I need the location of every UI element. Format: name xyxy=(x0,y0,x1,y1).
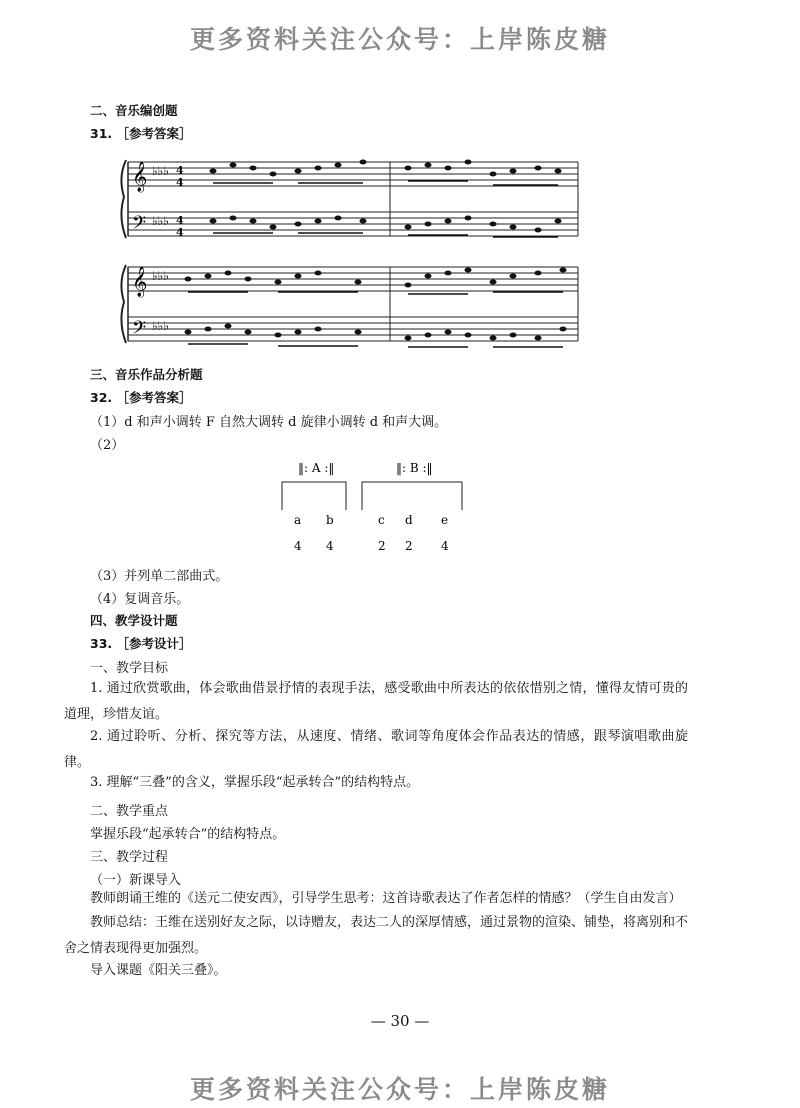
phrase-label: e xyxy=(441,513,449,527)
subheading-teaching-goals: 一、教学目标 xyxy=(90,661,169,676)
phrase-label: b xyxy=(326,513,334,527)
treble-clef-icon: 𝄞 xyxy=(132,267,148,297)
music-score-system-1 xyxy=(118,157,598,247)
bar-count: 4 xyxy=(441,539,449,553)
teaching-goal-1: 1. 通过欣赏歌曲，体会歌曲借景抒情的表现手法，感受歌曲中所表达的依依惜别之情，懂得友情可贵的道理，珍惜友谊。 xyxy=(64,681,688,722)
flat-icon: ♭♭♭ xyxy=(152,269,169,283)
bass-clef-icon: 𝄢 xyxy=(132,318,147,343)
form-part-b: ‖: B :‖ xyxy=(396,461,433,475)
teaching-goal-2: 2. 通过聆听、分析、探究等方法，从速度、情绪、歌词等角度体会作品表达的情感，跟琴演唱歌曲旋律。 xyxy=(64,729,688,770)
subheading-new-lesson-intro: （一）新课导入 xyxy=(90,873,182,888)
bar-count: 4 xyxy=(294,539,302,553)
teaching-goal-3: 3. 理解“三叠”的含义，掌握乐段“起承转合”的结构特点。 xyxy=(90,775,420,790)
time-signature: 4 xyxy=(176,164,184,177)
flat-icon: ♭♭♭ xyxy=(152,319,169,333)
answer-32-4: （4）复调音乐。 xyxy=(90,592,190,607)
flat-icon: ♭♭♭ xyxy=(152,164,169,178)
flat-icon: ♭♭♭ xyxy=(152,214,169,228)
section-heading-teaching-design: 四、教学设计题 xyxy=(90,613,178,628)
bar-count: 2 xyxy=(378,539,386,553)
subheading-teaching-focus: 二、教学重点 xyxy=(90,804,169,819)
musical-form-diagram xyxy=(260,458,480,558)
time-signature: 4 xyxy=(176,226,184,239)
process-paragraph-2: 教师总结：王维在送别好友之际，以诗赠友，表达二人的深厚情感，通过景物的渲染、铺垫，将离别和不舍之情表现得更加强烈。 xyxy=(64,915,689,956)
time-signature: 4 xyxy=(176,214,184,227)
phrase-label: a xyxy=(294,513,302,527)
music-score-system-2 xyxy=(118,262,598,352)
section-heading-analysis: 三、音乐作品分析题 xyxy=(90,367,203,382)
page-number: — 30 — xyxy=(370,1012,430,1030)
subheading-teaching-process: 三、教学过程 xyxy=(90,850,169,865)
bass-clef-icon: 𝄢 xyxy=(132,213,147,238)
question-31-label: 31. ［参考答案］ xyxy=(90,126,192,141)
question-33-label: 33. ［参考设计］ xyxy=(90,636,192,651)
answer-32-3: （3）并列单二部曲式。 xyxy=(90,569,229,584)
notes-system-2 xyxy=(185,268,567,341)
phrase-label: c xyxy=(378,513,385,527)
answer-32-1: （1）d 和声小调转 F 自然大调转 d 旋律小调转 d 和声大调。 xyxy=(90,415,448,430)
watermark-top: 更多资料关注公众号：上岸陈皮糖 xyxy=(189,25,610,54)
time-signature: 4 xyxy=(176,176,184,189)
phrase-label: d xyxy=(405,513,413,527)
teaching-focus-body: 掌握乐段“起承转合”的结构特点。 xyxy=(90,827,286,842)
process-paragraph-1: 教师朗诵王维的《送元二使安西》，引导学生思考：这首诗歌表达了作者怎样的情感？（学生自由发言） xyxy=(90,891,682,906)
process-paragraph-3: 导入课题《阳关三叠》。 xyxy=(90,963,227,978)
treble-clef-icon: 𝄞 xyxy=(132,162,148,192)
notes-system-1 xyxy=(210,160,562,233)
form-part-a: ‖: A :‖ xyxy=(298,461,335,475)
section-heading-composition: 二、音乐编创题 xyxy=(90,103,178,118)
watermark-bottom: 更多资料关注公众号：上岸陈皮糖 xyxy=(189,1075,610,1104)
answer-32-2: （2） xyxy=(90,438,125,453)
question-32-label: 32. ［参考答案］ xyxy=(90,390,192,405)
bar-count: 4 xyxy=(326,539,334,553)
bar-count: 2 xyxy=(405,539,413,553)
